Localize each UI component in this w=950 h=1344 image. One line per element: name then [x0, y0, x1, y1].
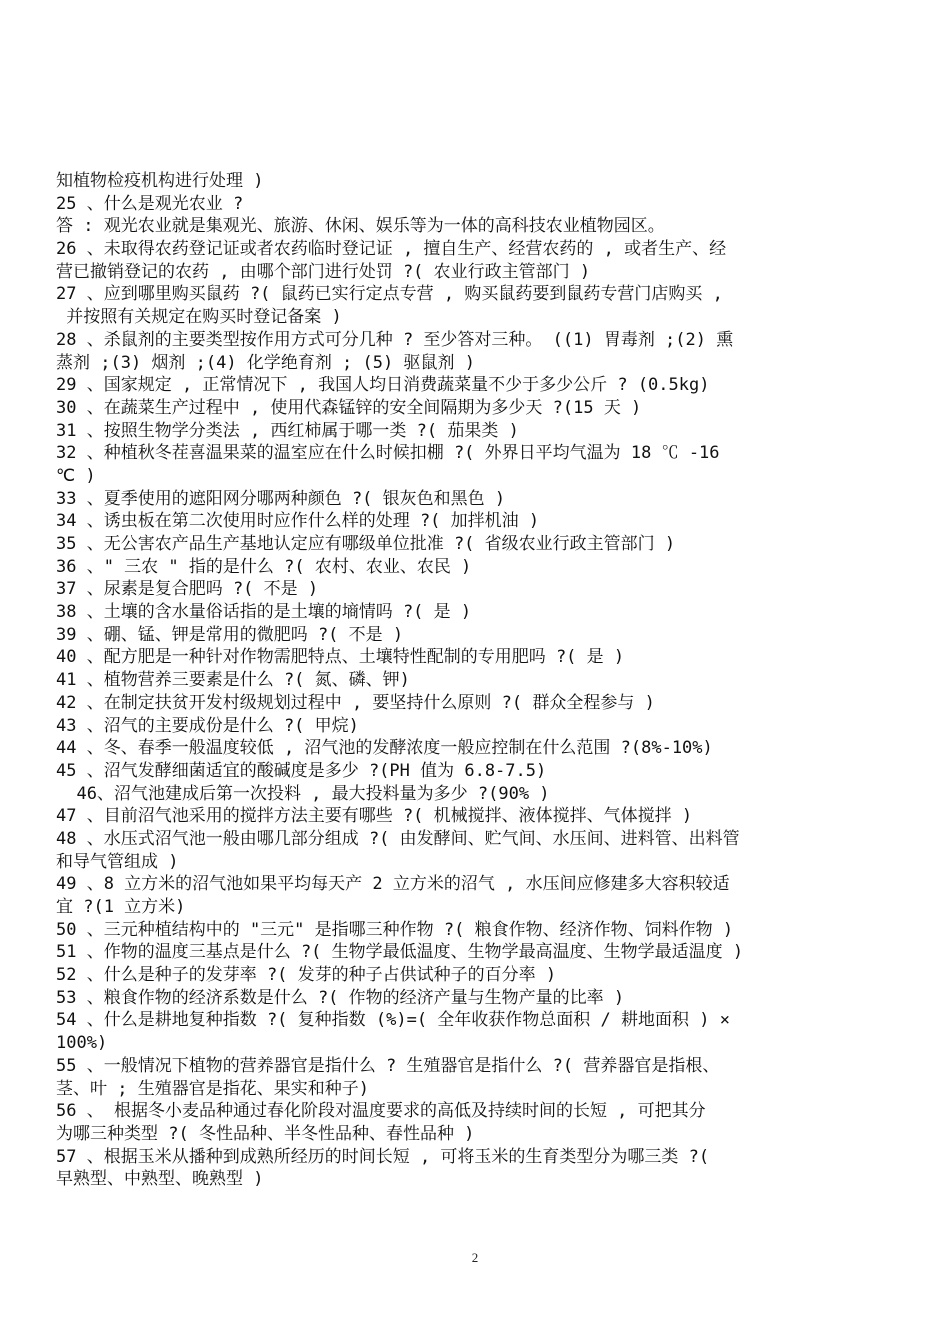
text-line: 答 : 观光农业就是集观光、旅游、休闲、娱乐等为一体的高科技农业植物园区。	[56, 216, 665, 237]
text-line: 46、沼气池建成后第一次投料 , 最大投料量为多少 ?(90% )	[56, 783, 550, 804]
text-line: 36 、" 三农 " 指的是什么 ?( 农村、农业、农民 )	[56, 556, 472, 577]
text-line: 33 、夏季使用的遮阳网分哪两种颜色 ?( 银灰色和黑色 )	[56, 488, 506, 509]
text-line: 宜 ?(1 立方米)	[56, 897, 186, 917]
text-line: 和导气管组成 )	[56, 851, 179, 872]
text-line: 早熟型、中熟型、晚熟型 )	[56, 1169, 264, 1190]
text-line: 29 、国家规定 , 正常情况下 , 我国人均日消费蔬菜量不少于多少公斤 ? (0.5kg)	[56, 375, 710, 396]
text-line: 55 、一般情况下植物的营养器官是指什么 ? 生殖器官是指什么 ?( 营养器官是指根、	[56, 1055, 720, 1076]
text-line: 48 、水压式沼气池一般由哪几部分组成 ?( 由发酵间、贮气间、水压间、进料管、出料管	[56, 828, 740, 849]
text-line: 38 、土壤的含水量俗话指的是土壤的墒情吗 ?( 是 )	[56, 602, 472, 623]
text-line: 100%)	[56, 1033, 108, 1054]
text-line: 47 、目前沼气池采用的搅拌方法主要有哪些 ?( 机械搅拌、液体搅拌、气体搅拌 )	[56, 806, 693, 827]
text-line: 31 、按照生物学分类法 , 西红柿属于哪一类 ?( 茄果类 )	[56, 420, 519, 441]
text-line: 43 、沼气的主要成份是什么 ?( 甲烷)	[56, 715, 359, 736]
text-line: ℃ )	[56, 465, 96, 486]
text-line: 57 、根据玉米从播种到成熟所经历的时间长短 , 可将玉米的生育类型分为哪三类 ?(	[56, 1146, 710, 1167]
text-line: 32 、种植秋冬茬喜温果菜的温室应在什么时候扣棚 ?( 外界日平均气温为 18 ℃ -16	[56, 443, 720, 464]
text-line: 30 、在蔬菜生产过程中 , 使用代森锰锌的安全间隔期为多少天 ?(15 天 )	[56, 397, 642, 418]
text-line: 56 、 根据冬小麦品种通过春化阶段对温度要求的高低及持续时间的长短 , 可把其分	[56, 1101, 706, 1122]
text-line: 35 、无公害农产品生产基地认定应有哪级单位批准 ?( 省级农业行政主管部门 )	[56, 534, 676, 554]
text-line: 知植物检疫机构进行处理 )	[56, 171, 264, 191]
text-line: 41 、植物营养三要素是什么 ?( 氮、磷、钾)	[56, 670, 410, 691]
text-line: 为哪三种类型 ?( 冬性品种、半冬性品种、春性品种 )	[56, 1123, 475, 1144]
page-number: 2	[471, 1250, 479, 1265]
text-line: 49 、8 立方米的沼气池如果平均每天产 2 立方米的沼气 , 水压间应修建多大容积较适	[56, 874, 730, 895]
text-line: 26 、未取得农药登记证或者农药临时登记证 , 擅自生产、经营农药的 , 或者生产、经	[56, 239, 727, 260]
text-line: 42 、在制定扶贫开发村级规划过程中 , 要坚持什么原则 ?( 群众全程参与 )	[56, 692, 655, 713]
document-body	[56, 170, 898, 1191]
text-line: 45 、沼气发酵细菌适宜的酸碱度是多少 ?(PH 值为 6.8-7.5)	[56, 760, 547, 781]
text-line: 27 、应到哪里购买鼠药 ?( 鼠药已实行定点专营 , 购买鼠药要到鼠药专营门店购买 ,	[56, 284, 723, 305]
text-line: 44 、冬、春季一般温度较低 , 沼气池的发酵浓度一般应控制在什么范围 ?(8%-10%)	[56, 738, 713, 759]
text-line: 37 、尿素是复合肥吗 ?( 不是 )	[56, 579, 319, 600]
text-line: 54 、什么是耕地复种指数 ?( 复种指数 (%)=( 全年收获作物总面积 / 耕地面积 ) ×	[56, 1010, 730, 1031]
text-line: 39 、硼、锰、钾是常用的微肥吗 ?( 不是 )	[56, 624, 404, 645]
text-line: 蒸剂 ;(3) 烟剂 ;(4) 化学绝育剂 ; (5) 驱鼠剂 )	[56, 352, 475, 373]
text-line: 营已撤销登记的农药 , 由哪个部门进行处罚 ?( 农业行政主管部门 )	[56, 261, 591, 282]
text-line: 50 、三元种植结构中的 "三元" 是指哪三种作物 ?( 粮食作物、经济作物、饲料作物 )	[56, 919, 734, 940]
text-line: 53 、粮食作物的经济系数是什么 ?( 作物的经济产量与生物产量的比率 )	[56, 987, 625, 1008]
text-line: 25 、什么是观光农业 ?	[56, 193, 244, 214]
text-line: 28 、杀鼠剂的主要类型按作用方式可分几种 ? 至少答对三种。 ((1) 胃毒剂 ;(2) 熏	[56, 329, 734, 350]
text-line: 茎、叶 ; 生殖器官是指花、果实和种子)	[56, 1078, 369, 1099]
text-line: 并按照有关规定在购买时登记备案 )	[56, 307, 342, 328]
text-line: 51 、作物的温度三基点是什么 ?( 生物学最低温度、生物学最高温度、生物学最适温度 )	[56, 942, 744, 963]
text-line: 52 、什么是种子的发芽率 ?( 发芽的种子占供试种子的百分率 )	[56, 965, 557, 986]
text-line: 40 、配方肥是一种针对作物需肥特点、土壤特性配制的专用肥吗 ?( 是 )	[56, 647, 625, 668]
text-line: 34 、诱虫板在第二次使用时应作什么样的处理 ?( 加拌机油 )	[56, 511, 540, 532]
